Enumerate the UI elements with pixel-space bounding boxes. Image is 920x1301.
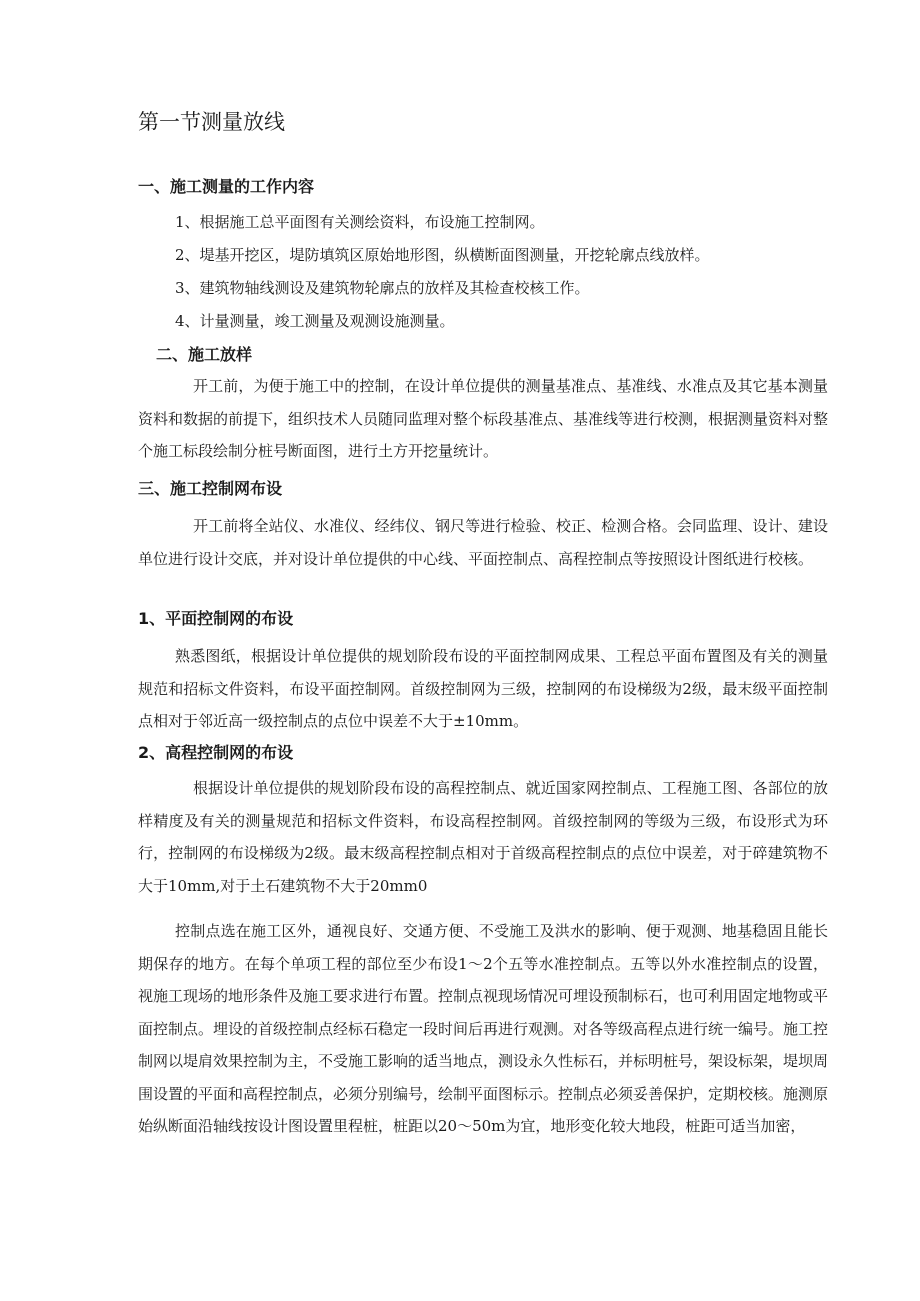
section-heading-1: 一、施工测量的工作内容: [138, 177, 315, 196]
list-item: 1、根据施工总平面图有关测绘资料，布设施工控制网。: [175, 213, 545, 231]
page-title: 第一节测量放线: [138, 110, 285, 134]
body-paragraph: 熟悉图纸，根据设计单位提供的规划阶段布设的平面控制网成果、工程总平面布置图及有关的测量规范和招标文件资料，布设平面控制网。首级控制网为三级，控制网的布设梯级为2级，最末级平面控制点相对于邻近高一级控制点的点位中误差不大于±10mm。: [138, 647, 828, 730]
body-paragraph: 控制点选在施工区外，通视良好、交通方便、不受施工及洪水的影响、便于观测、地基稳固且能长期保存的地方。在每个单项工程的部位至少布设1～2个五等水准控制点。五等以外水准控制点的设置，视施工现场的地形条件及施工要求进行布置。控制点视现场情况可埋设预制标石，也可利用固定地物或平面控制点。埋设的首级控制点经标石稳定一段时间后再进行观测。对各等级高程点进行统一编号。施工控制网以堤肩效果控制为主，不受施工影响的适当地点，测设永久性标石，并标明桩号，架设标架，堤坝周围设置的平面和高程控制点，必须分别编号，绘制平面图标示。控制点必须妥善保护，定期校核。施测原始纵断面沿轴线按设计图设置里程桩，桩距以20～50m为宜，地形变化较大地段，桩距可适当加密，: [138, 922, 829, 1135]
section-heading-3: 三、施工控制网布设: [138, 479, 283, 498]
list-item: 3、建筑物轴线测设及建筑物轮廓点的放样及其检查校核工作。: [175, 279, 590, 297]
subsection-heading-1: 1、平面控制网的布设: [138, 609, 294, 628]
list-item: 4、计量测量，竣工测量及观测设施测量。: [175, 312, 455, 330]
body-paragraph: 根据设计单位提供的规划阶段布设的高程控制点、就近国家网控制点、工程施工图、各部位的放样精度及有关的测量规范和招标文件资料，布设高程控制网。首级控制网的等级为三级，布设形式为环行，控制网的布设梯级为2级。最末级高程控制点相对于首级高程控制点的点位中误差，对于碎建筑物不大于10mm,对于土石建筑物不大于20mm0: [138, 779, 828, 895]
subsection-heading-2: 2、高程控制网的布设: [138, 743, 294, 762]
body-paragraph: 开工前，为便于施工中的控制，在设计单位提供的测量基准点、基准线、水准点及其它基本测量资料和数据的前提下，组织技术人员随同监理对整个标段基准点、基准线等进行校测，根据测量资料对整个施工标段绘制分桩号断面图，进行土方开挖量统计。: [138, 377, 829, 460]
list-item: 2、堤基开挖区，堤防填筑区原始地形图，纵横断面图测量，开挖轮廓点线放样。: [175, 246, 710, 264]
section-heading-2: 二、施工放样: [156, 345, 253, 364]
body-paragraph: 开工前将全站仪、水准仪、经纬仪、钢尺等进行检验、校正、检测合格。会同监理、设计、建设单位进行设计交底，并对设计单位提供的中心线、平面控制点、高程控制点等按照设计图纸进行校核。: [138, 517, 828, 568]
